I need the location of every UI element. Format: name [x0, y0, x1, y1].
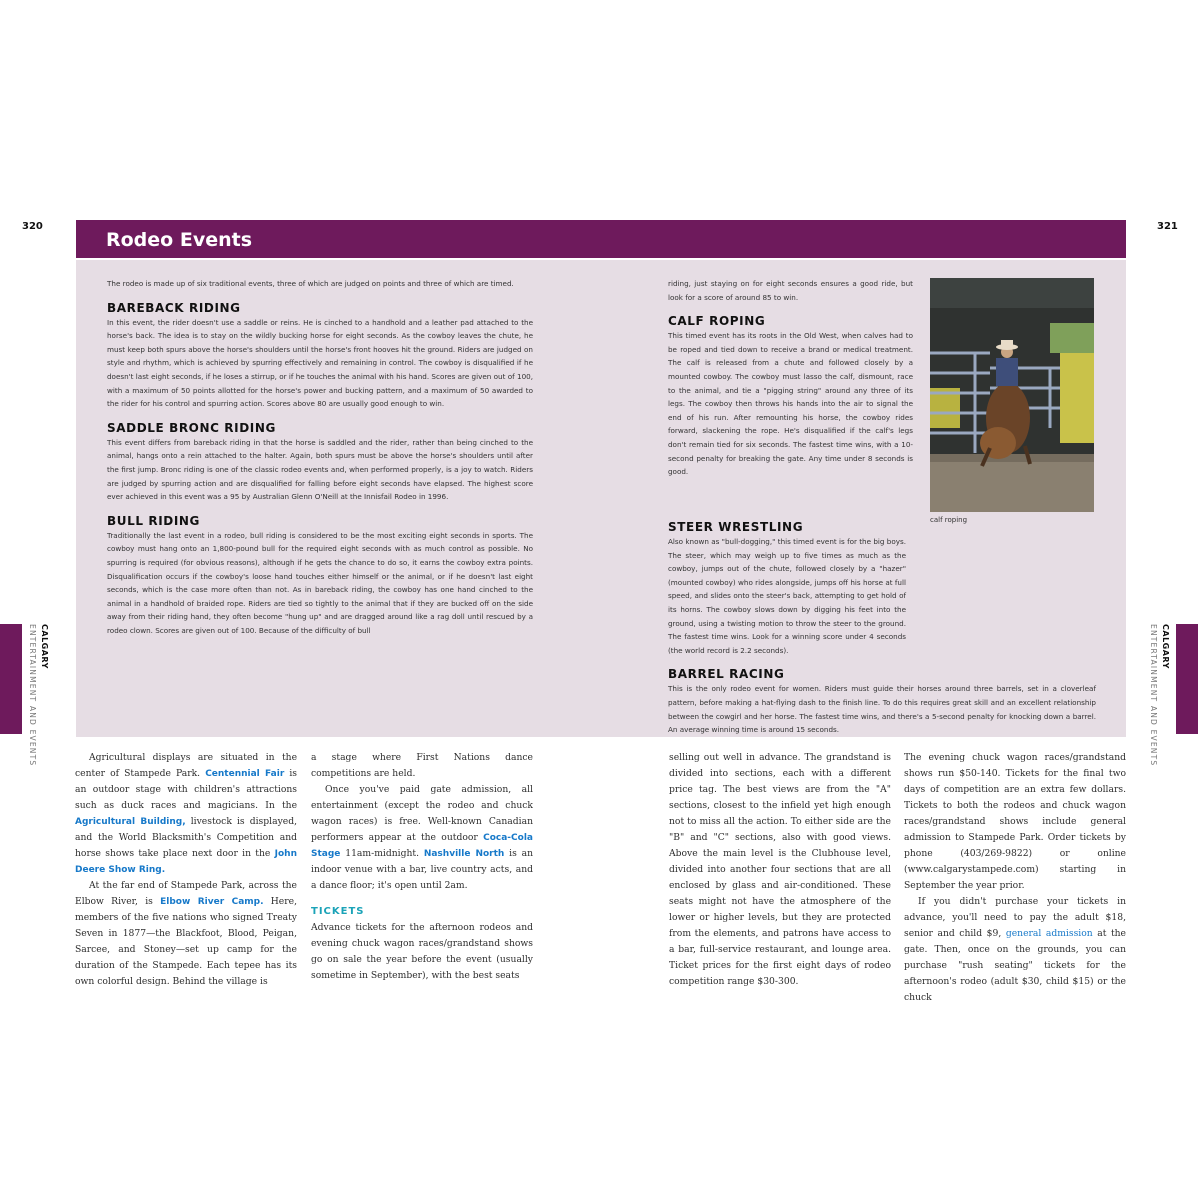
link-coca-cola-stage[interactable]: Coca-Cola Stage: [311, 833, 533, 859]
page-number-right: 321: [1157, 221, 1178, 232]
text-run: is an outdoor stage with children's attractions such as duck races and magicians. In the: [75, 768, 298, 811]
text-run: Agricultural displays are situated in the center of Stampede Park.: [75, 752, 297, 779]
text-run: If you didn't purchase your tickets in advance, you'll need to pay the adult $18, senior and child $9,: [904, 896, 1126, 939]
body-column-4: [904, 750, 1126, 1006]
text-run: at the gate. Then, once on the grounds, you can purchase "rush seating" tickets for the afternoon's rodeo (adult $30, child $15) or the chuck: [904, 928, 1126, 1003]
page-number-left: 320: [22, 221, 43, 232]
text-run: is an indoor venue with a bar, live country acts, and a dance floor; it's open until 2am.: [311, 848, 534, 891]
link-agricultural-building[interactable]: Agricultural Building,: [75, 817, 186, 827]
link-john-deere-show-ring[interactable]: John Deere Show Ring.: [75, 849, 297, 875]
calf-roping-photo-image: [930, 278, 1094, 512]
paragraph-elbow-river: [75, 878, 297, 990]
running-head-city-left: CALGARY: [40, 624, 49, 669]
sidebox-right-column: [668, 277, 913, 479]
event-heading-steer-wrestling: STEER WRESTLING: [668, 520, 804, 534]
event-text-barrel-racing: This is the only rodeo event for women. Riders must guide their horses around three barrels, set in a cloverleaf pattern, before making a hat-flying dash to the finish line. To do this requires great skill and an excellent relationship between the cowgirl and her horse. The fastest time wins, and there's a 5-second penalty for knocking down a barrel. An average winning time is around 15 seconds.: [668, 684, 1096, 735]
body-column-1: [75, 750, 297, 990]
link-elbow-river-camp[interactable]: Elbow River Camp.: [160, 897, 264, 907]
sidebox-title: Rodeo Events: [106, 229, 253, 251]
event-heading-bull-riding: BULL RIDING: [107, 513, 200, 528]
running-head-city-right: CALGARY: [1161, 624, 1170, 669]
event-heading-calf-roping: CALF ROPING: [668, 314, 766, 329]
event-text-bull-riding: Traditionally the last event in a rodeo, bull riding is considered to be the most exciting eight seconds in sports. The cowboy must hang onto an 1,800-pound bull for the required eight seconds with as much control as possible. No spurring is required (for obvious reasons), although if he gets the chance to do so, it earns the cowboy extra points. Disqualification occurs if the cowboy's loose hand touches either himself or the animal, or if he doesn't last eight seconds, which is the case more often than not. As in bareback riding, the cowboy has one hand cinched to the animal in a handhold of braided rope. Riders are tied so tightly to the animal that if they are bucked off on the side away from their riding hand, they often become "hung up" and are dragged around like a rag doll until rescued by a rodeo clown. Scores are given out of 100. Because of the difficulty of bull: [107, 530, 533, 635]
event-text-bareback: In this event, the rider doesn't use a saddle or reins. He is cinched to a handhold and a leather pad attached to the horse's back. The idea is to stay on the wildly bucking horse for eight seconds. As the cowboy leaves the chute, he must keep both spurs above the horse's shoulders until the horse's front hooves hit the ground. Riders are judged on style and rhythm, which is achieved by spurring effectively and remaining in control. The cowboy is disqualified if he doesn't last eight seconds, if he loses a stirrup, or if he touches the animal with his hand. Scores are given out of 100, with a maximum of 50 points allotted for the horse's power and bucking pattern, and a maximum of 50 awarded to the rider for his control and spurring action. Scores above 80 are usually good enough to win.: [107, 317, 533, 409]
text-run: Here, members of the five nations who signed Treaty Seven in 1877—the Blackfoot, Blood, Peigan, Sarcee, and Stoney—set up camp for the duration of the Stampede. Each tepee has its own colorful design. Behind the village is: [75, 896, 297, 987]
event-heading-saddle-bronc: SADDLE BRONC RIDING: [107, 420, 276, 435]
text-run: Once you've paid gate admission, all entertainment (except the rodeo and chuck wagon races) is free. Well-known Canadian performers appear at the outdoor: [311, 784, 533, 843]
event-text-calf-roping: This timed event has its roots in the Old West, when calves had to be roped and tied down to receive a brand or medical treatment. The calf is released from a chute and followed closely by a mounted cowboy. The cowboy must lasso the calf, dismount, race to the animal, and tie a "pigging string" around any three of its legs. The cowboy then throws his hands into the air to signal the end of his run. After remounting his horse, the cowboy rides forward, slackening the rope. He's disqualified if the calf's legs don't remain tied for six seconds. The fastest time wins, with a 10-second penalty for breaking the gate. Any time under 8 seconds is good.: [668, 331, 913, 477]
event-text-steer-wrestling: Also known as "bull-dogging," this timed event is for the big boys. The steer, which may weigh up to five times as much as the cowboy, jumps out of the chute, followed closely by a "hazer" (mounted cowboy) who rides alongside, jumps off his horse at full speed, and slides onto the steer's back, attempting to get hold of its horns. The cowboy slows down by digging his feet into the ground, using a twisting motion to throw the steer to the ground. The fastest time wins. Look for a winning score under 4 seconds (the world record is 2.2 seconds).: [668, 537, 906, 655]
tickets-heading: TICKETS: [311, 906, 365, 917]
running-head-section-left: ENTERTAINMENT AND EVENTS: [28, 624, 37, 767]
text-run: 11am-midnight.: [340, 848, 424, 859]
event-heading-bareback: BAREBACK RIDING: [107, 300, 241, 315]
paragraph-chuck-wagon: The evening chuck wagon races/grandstand shows run $50-140. Tickets for the final two days of competition are an extra few dollars. Tickets to both the rodeos and chuck wagon races/grandstand shows include general admission to Stampede Park. Order tickets by phone (403/269-9822) or online (www.calgarystampede.com) starting in September the year prior.: [904, 752, 1126, 891]
event-heading-barrel-racing: BARREL RACING: [668, 667, 785, 682]
link-centennial-fair[interactable]: Centennial Fair: [205, 769, 285, 779]
event-text-saddle-bronc: This event differs from bareback riding in that the horse is saddled and the rider, rather than being cinched to the animal, hangs onto a rein attached to the halter. Again, both spurs must be above the horse's shoulders until after the first jump. Bronc riding is one of the classic rodeo events and, when performed properly, is a joy to watch. Riders are judged by spurring action and are disqualified for falling before eight seconds have elapsed. The highest score ever achieved in this event was a 95 by Australian Glenn O'Neill at the Innisfail Rodeo in 1996.: [107, 437, 533, 502]
paragraph-entertainment: [311, 782, 533, 894]
sidebox-left-column: [107, 277, 533, 637]
paragraph-first-nations: a stage where First Nations dance competitions are held.: [311, 752, 533, 779]
text-run: At the far end of Stampede Park, across the Elbow River, is: [75, 880, 297, 907]
paragraph-grandstand: selling out well in advance. The grandstand is divided into sections, each with a different price tag. The best views are from the "A" sections, closest to the infield yet high enough not to miss all the action. To either side are the "B" and "C" sections, also with good views. Above the main level is the Clubhouse level, divided into another four sections that are all enclosed by glass and air-conditioned. These seats might not have the atmosphere of the lower or higher levels, but they are protected from the elements, and patrons have access to a bar, full-service restaurant, and lounge area. Ticket prices for the first eight days of rodeo competition range $30-300.: [669, 752, 891, 987]
photo-caption: calf roping: [930, 516, 968, 524]
rodeo-events-sidebox: [76, 220, 1126, 737]
paragraph-general-admission: [904, 894, 1126, 1006]
link-general-admission[interactable]: general admission: [1005, 928, 1093, 939]
body-column-2: [311, 750, 533, 984]
sidebox-header: [76, 220, 1126, 260]
thumb-tab-left: [0, 624, 22, 734]
thumb-tab-right: [1176, 624, 1198, 734]
event-text-bull-riding-continued: riding, just staying on for eight seconds ensures a good ride, but look for a score of around 85 to win.: [668, 279, 913, 302]
paragraph-tickets: Advance tickets for the afternoon rodeos and evening chuck wagon races/grandstand shows go on sale the year before the event (usually sometime in September), with the best seats: [311, 922, 533, 981]
calf-roping-photo: [930, 278, 1094, 512]
paragraph-agricultural: [75, 750, 297, 878]
body-column-3: [669, 750, 891, 990]
running-head-section-right: ENTERTAINMENT AND EVENTS: [1149, 624, 1158, 767]
sidebox-right-lower: [668, 510, 1096, 737]
link-nashville-north[interactable]: Nashville North: [423, 849, 505, 859]
text-run: livestock is displayed, and the World Blacksmith's Competition and horse shows take place next door in the: [75, 816, 297, 859]
sidebox-intro: The rodeo is made up of six traditional events, three of which are judged on points and three of which are timed.: [107, 279, 514, 288]
